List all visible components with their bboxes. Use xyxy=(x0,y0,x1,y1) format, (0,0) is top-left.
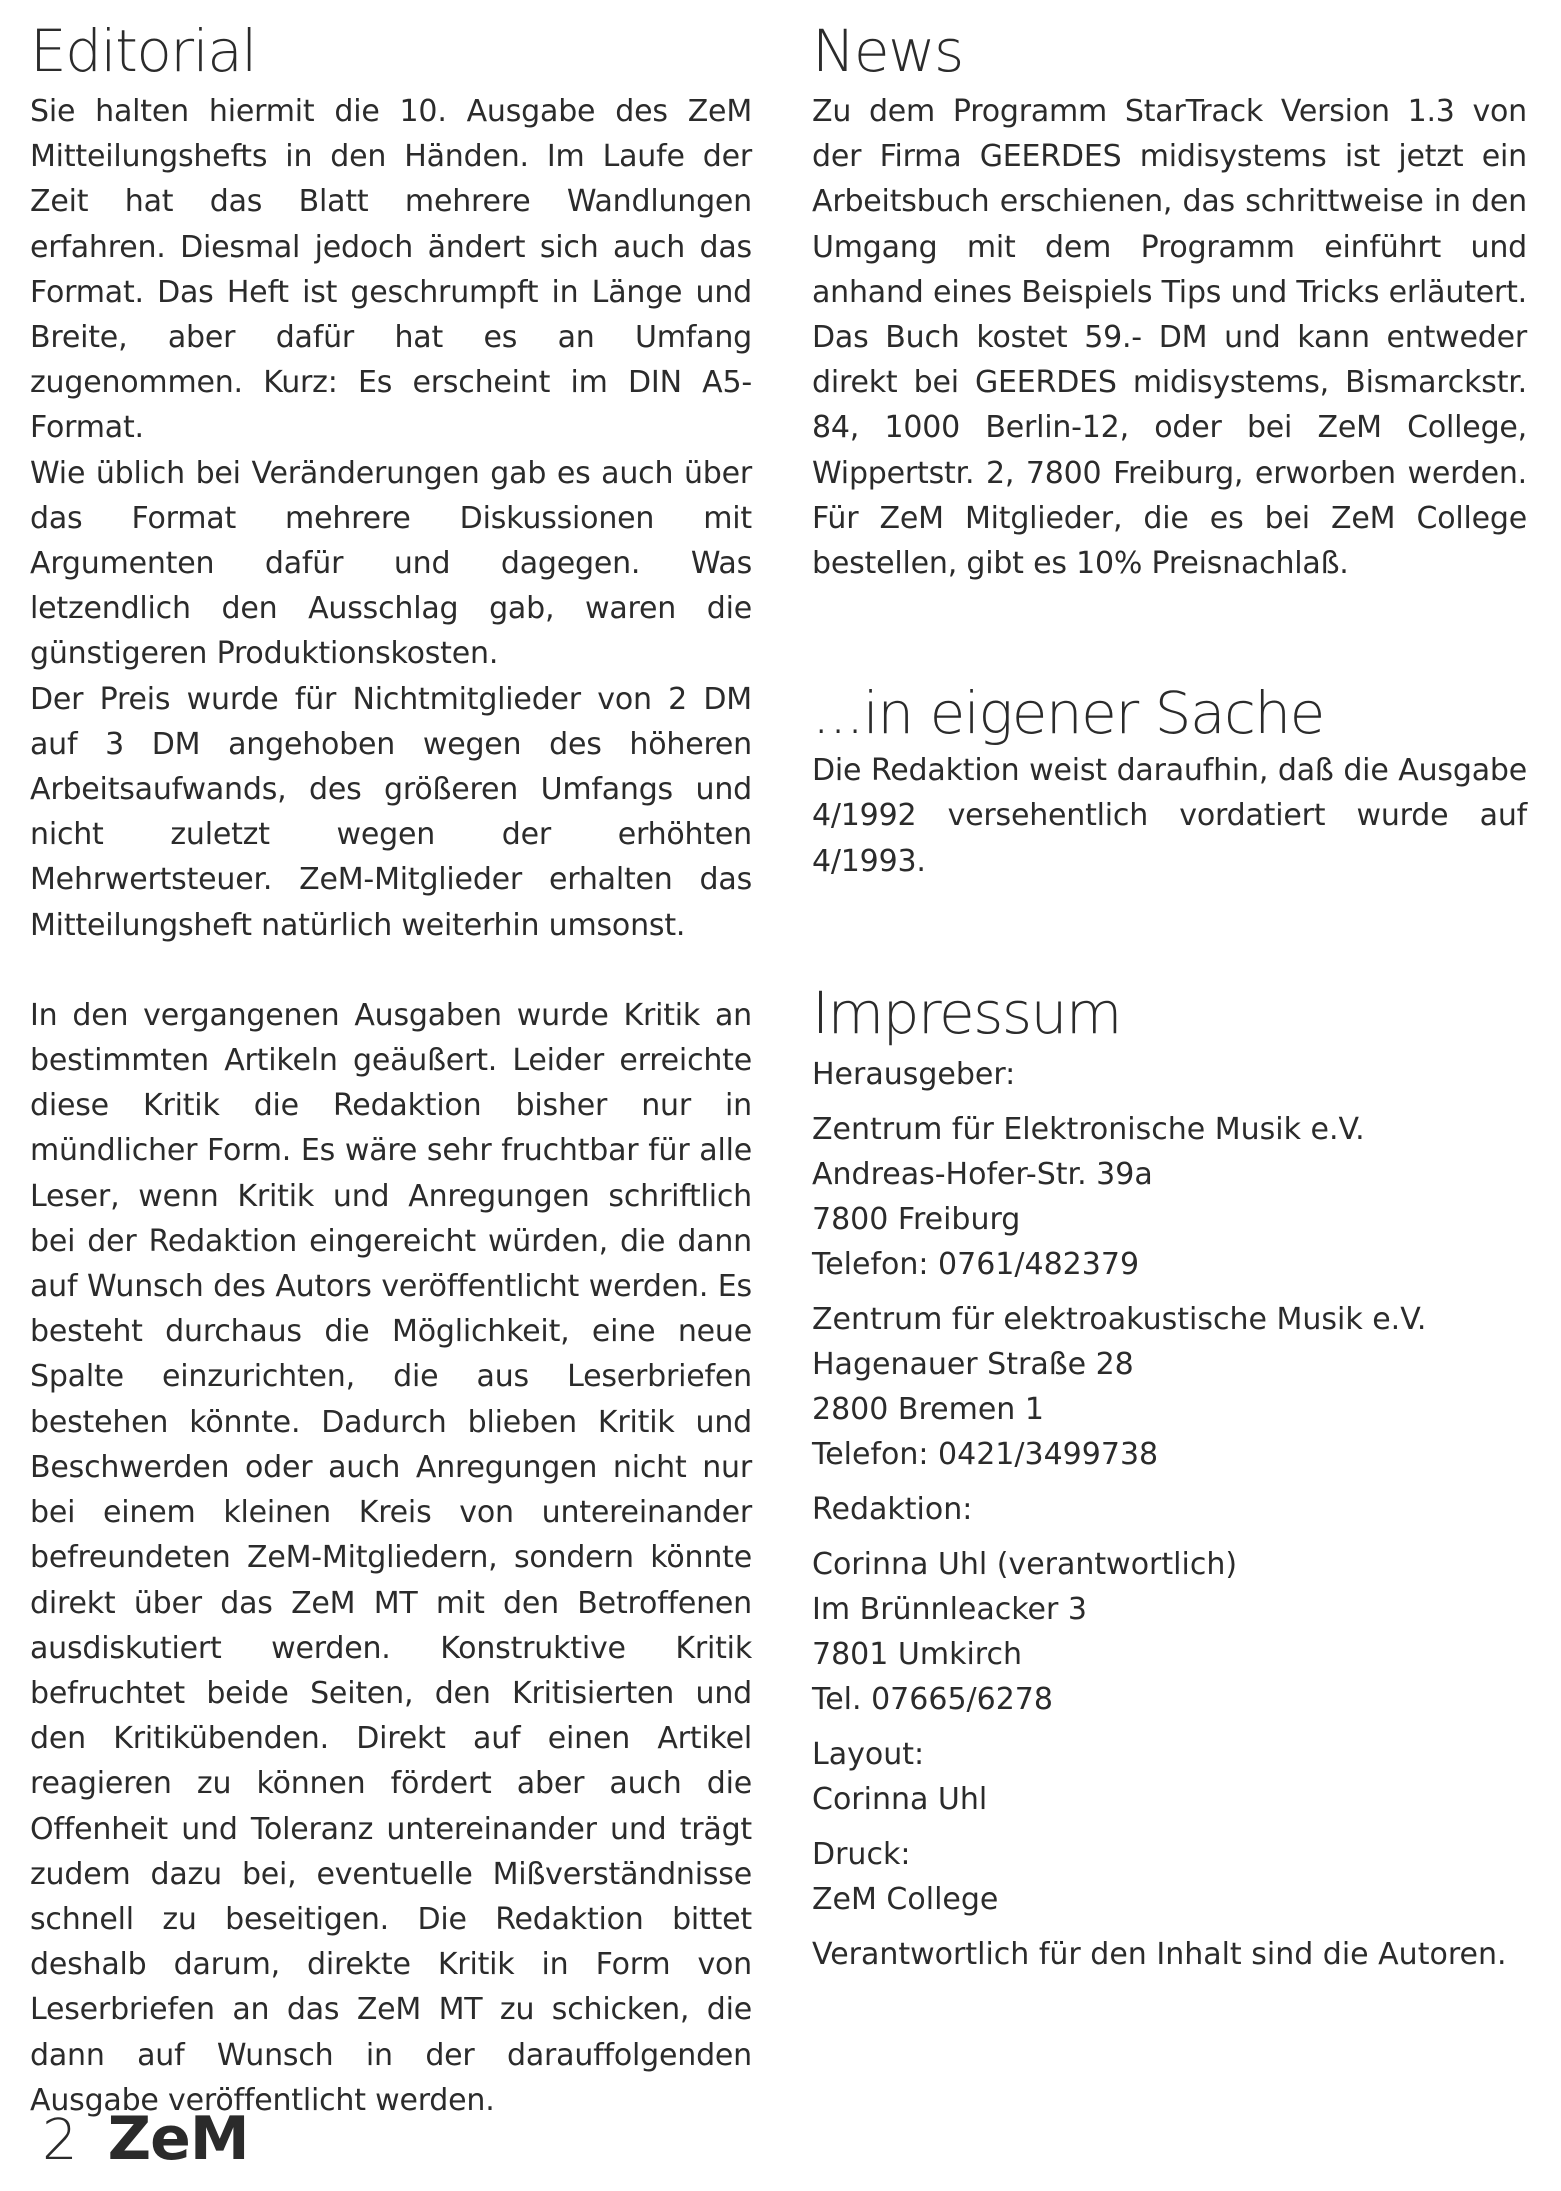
right-column xyxy=(812,0,1527,1987)
news-paragraph: Zu dem Programm StarTrack Version 1.3 von der Firma GEERDES midisystems ist jetzt ein Arbeitsbuch erschienen, das schrittweise in den Umgang mit dem Programm einführt und anhand eines Beispiels Tips und Tricks erläutert. Das Buch kostet 59.- DM und kann entweder direkt bei GEERDES midisystems, Bismarckstr. 84, 1000 Berlin-12, oder bei ZeM College, Wippertstr. 2, 7800 Freiburg, erworben werden. Für ZeM Mitglieder, die es bei ZeM College bestellen, gibt es 10% Preisnachlaß. xyxy=(812,94,1527,582)
responsibility-note: Verantwortlich für den Inhalt sind die Autoren. xyxy=(812,1936,1507,1972)
publisher-freiburg-block xyxy=(812,1107,1527,1287)
editorial-paragraph-2: Wie üblich bei Veränderungen gab es auch über das Format mehrere Diskussionen mit Argumenten dafür und dagegen. Was letzendlich den Ausschlag gab, waren die günstigeren Produktionskosten. xyxy=(30,455,752,672)
editorial-label-block xyxy=(812,1487,1527,1532)
news-heading: News xyxy=(812,17,963,85)
editorial-paragraph-4: In den vergangenen Ausgaben wurde Kritik an bestimmten Artikeln geäußert. Leider erreichte diese Kritik die Redaktion bisher nur in mündlicher Form. Es wäre sehr fruchtbar für alle Leser, wenn Kritik und Anregungen schriftlich bei der Redaktion eingereicht würden, die dann auf Wunsch des Autors veröffentlicht werden. Es besteht durchaus die Möglichkeit, eine neue Spalte einzurichten, die aus Leserbriefen bestehen könnte. Dadurch blieben Kritik und Beschwerden oder auch Anregungen nicht nur bei einem kleinen Kreis von untereinander befreundeten ZeM-Mitgliedern, sondern könnte direkt über das ZeM MT mit den Betroffenen ausdiskutiert werden. Konstruktive Kritik befruchtet beide Seiten, den Kritisierten und den Kritikübenden. Direkt auf einen Artikel reagieren zu können fördert aber auch die Offenheit und Toleranz untereinander und trägt zudem dazu bei, eventuelle Mißverständnisse schnell zu beseitigen. Die Redaktion bittet deshalb darum, direkte Kritik in Form von Leserbriefen an das ZeM MT zu schicken, die dann auf Wunsch in der darauffolgenden Ausgabe veröffentlicht werden. xyxy=(30,997,752,2118)
impressum-heading: Impressum xyxy=(812,978,1121,1047)
print-block xyxy=(812,1832,1527,1922)
print-label: Druck: xyxy=(812,1836,911,1872)
own-matter-section xyxy=(812,679,1527,884)
layout-block xyxy=(812,1732,1527,1822)
print-name: ZeM College xyxy=(812,1881,999,1917)
editorial-paragraph-3: Der Preis wurde für Nichtmitglieder von 2 DM auf 3 DM angehoben wegen des höheren Arbeitsaufwands, des größeren Umfangs und nicht zuletzt wegen der erhöhten Mehrwertsteuer. ZeM-Mitglieder erhalten das Mitteilungsheft natürlich weiterhin umsonst. xyxy=(30,681,752,943)
layout-name: Corinna Uhl xyxy=(812,1781,988,1817)
paragraph-spacer xyxy=(30,948,752,993)
publisher-freiburg-city: 7800 Freiburg xyxy=(812,1201,1021,1237)
publisher-freiburg-phone: Telefon: 0761/482379 xyxy=(812,1246,1140,1282)
editorial-paragraph-1: Sie halten hiermit die 10. Ausgabe des ZeM Mitteilungshefts in den Händen. Im Laufe der Zeit hat das Blatt mehrere Wandlungen erfahren. Diesmal jedoch ändert sich auch das Format. Das Heft ist geschrumpft in Länge und Breite, aber dafür hat es an Umfang zugenommen. Kurz: Es erscheint im DIN A5-Format. xyxy=(30,94,752,446)
own-matter-heading: ...in eigener Sache xyxy=(812,679,1324,748)
responsibility-block xyxy=(812,1932,1527,1977)
publisher-bremen-street: Hagenauer Straße 28 xyxy=(812,1346,1134,1382)
impressum-section xyxy=(812,978,1527,1977)
editorial-label: Redaktion: xyxy=(812,1491,973,1527)
editor-name: Corinna Uhl (verantwortlich) xyxy=(812,1546,1238,1582)
publisher-label-block xyxy=(812,1052,1527,1097)
publisher-freiburg-name: Zentrum für Elektronische Musik e.V. xyxy=(812,1111,1365,1147)
editor-city: 7801 Umkirch xyxy=(812,1636,1022,1672)
publisher-bremen-city: 2800 Bremen 1 xyxy=(812,1391,1044,1427)
own-matter-paragraph: Die Redaktion weist daraufhin, daß die Ausgabe 4/1992 versehentlich vordatiert wurde auf 4/1993. xyxy=(812,753,1527,879)
layout-label: Layout: xyxy=(812,1736,925,1772)
publisher-freiburg-street: Andreas-Hofer-Str. 39a xyxy=(812,1156,1153,1192)
page-number: 2 xyxy=(42,2108,78,2173)
publisher-label: Herausgeber: xyxy=(812,1056,1016,1092)
magazine-logo: ZeM xyxy=(107,2104,249,2174)
news-section xyxy=(812,17,1527,586)
editorial-column xyxy=(30,0,752,2123)
editor-block xyxy=(812,1542,1527,1722)
editor-phone: Tel. 07665/6278 xyxy=(812,1681,1053,1717)
editor-street: Im Brünnleacker 3 xyxy=(812,1591,1087,1627)
page-footer xyxy=(42,2104,249,2174)
publisher-bremen-phone: Telefon: 0421/3499738 xyxy=(812,1436,1159,1472)
editorial-heading: Editorial xyxy=(30,17,256,85)
publisher-bremen-block xyxy=(812,1297,1527,1477)
publisher-bremen-name: Zentrum für elektroakustische Musik e.V. xyxy=(812,1301,1427,1337)
